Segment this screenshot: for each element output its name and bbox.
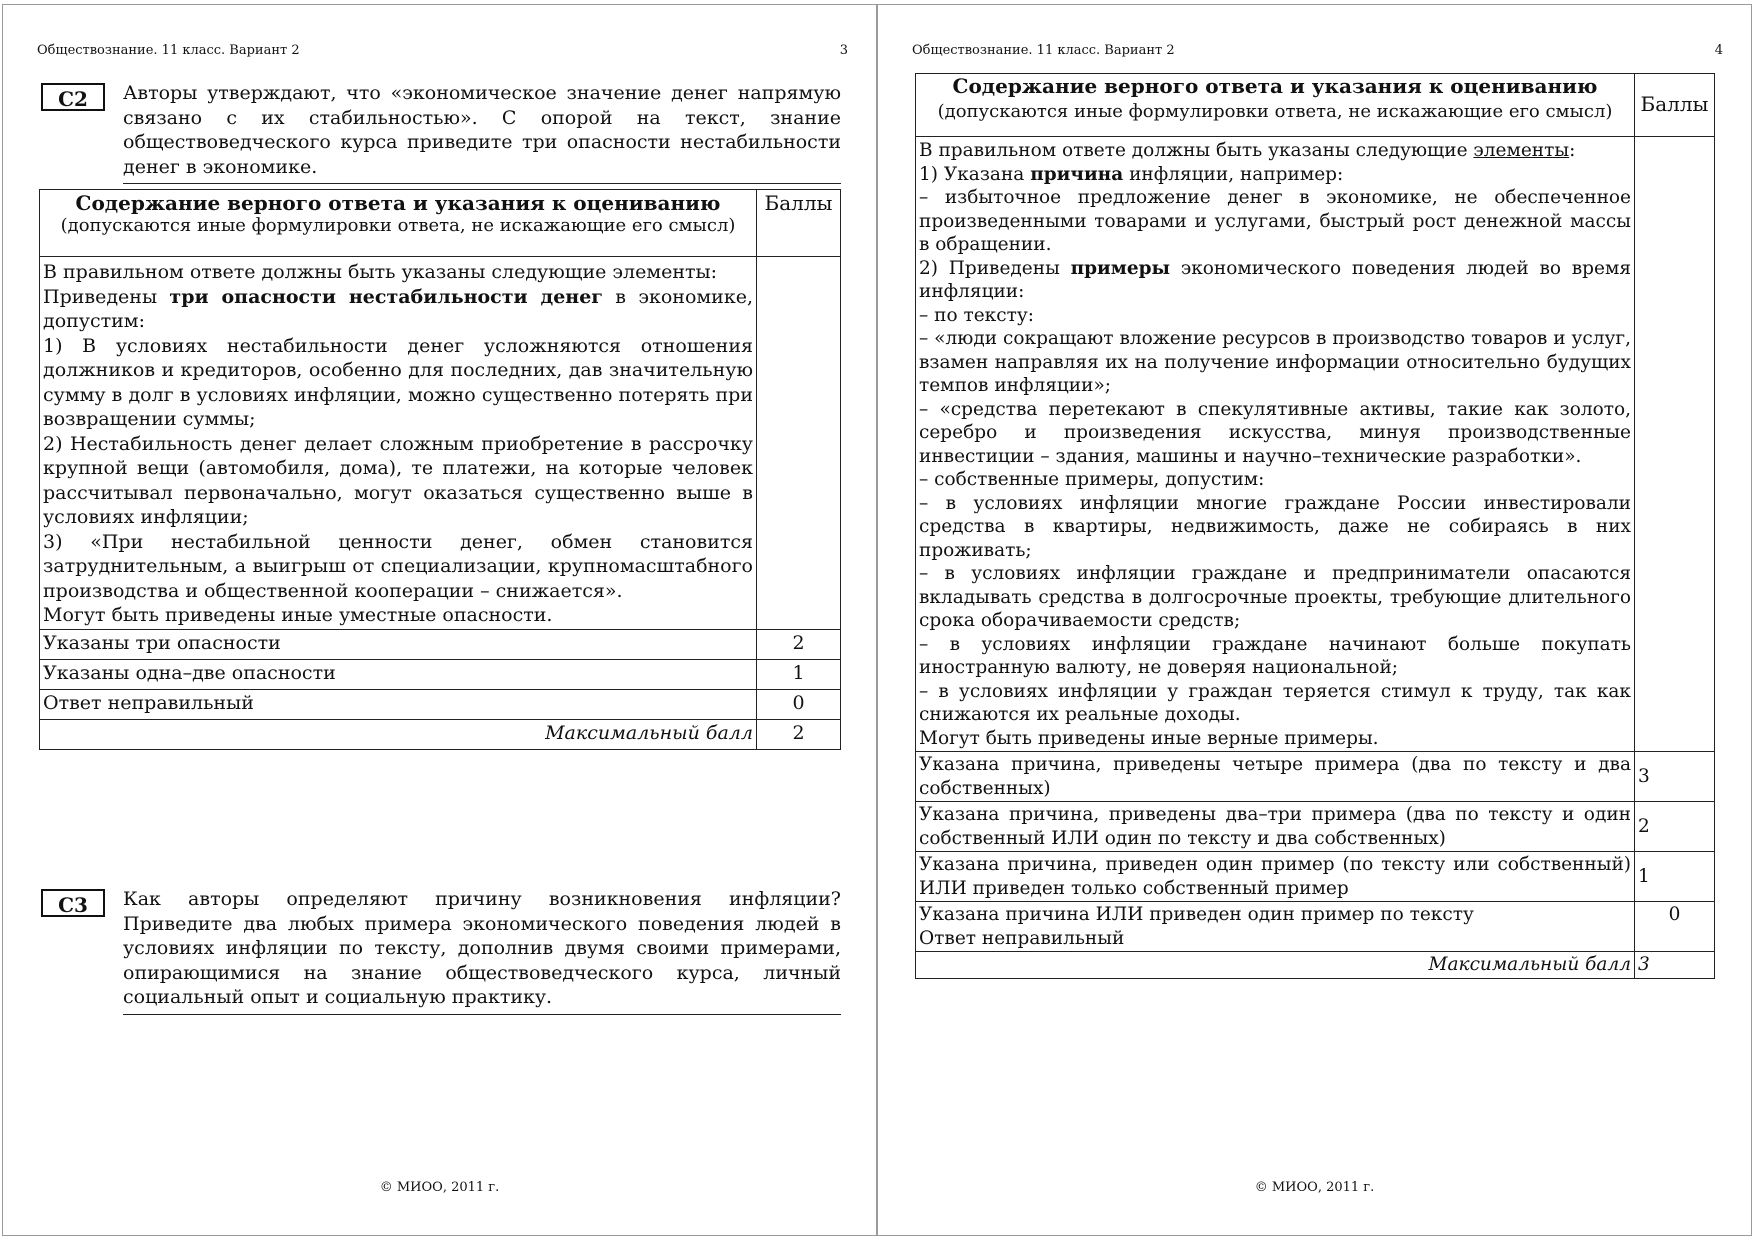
table-header-row [916,74,1715,137]
table-row [916,752,1715,802]
page-footer: © МИОО, 2011 г. [379,1180,500,1195]
bold-text: три опасности нестабильности денег [169,285,603,308]
table-row [916,852,1715,902]
criteria-text: Указана причина, приведен один пример (по тексту или собственный) ИЛИ приведен только собственный пример [919,854,1631,899]
text-span: 2) Приведены [919,257,1071,279]
criteria-text: Указана причина, приведены четыре примера (два по тексту и два собственных) [919,754,1631,799]
max-score-label: Максимальный балл [40,719,757,749]
paragraph: – в условиях инфляции многие граждане России инвестировали средства в квартиры, недвижимость, даже не собираясь в них проживать; [919,492,1631,561]
table-row [916,137,1715,752]
criteria-text: Указана причина, приведены два–три примера (два по тексту и один собственный ИЛИ один по тексту и два собственных) [919,804,1631,849]
max-score-row [916,952,1715,979]
criteria-line: Ответ неправильный [919,927,1125,949]
header-content-cell [916,74,1635,137]
empty-score-cell [757,257,841,630]
page-number: 4 [1714,43,1723,58]
answer-table-c2 [39,189,841,750]
header-subtitle-text: (допускаются иные формулировки ответа, не искажающие его смысл) [937,100,1613,122]
table-row [916,902,1715,952]
text-span: инфляции, например: [1123,163,1344,185]
text-span: : [1569,140,1576,161]
score-cell: 3 [1635,752,1715,802]
header-content-cell [40,190,757,257]
underlined-text: элементы [1473,140,1570,161]
task-c3 [41,887,841,1015]
criteria-cell [916,852,1635,902]
criteria-cell [916,752,1635,802]
criteria-cell: Указаны одна–две опасности [40,659,757,689]
score-cell: 1 [757,659,841,689]
paragraph: – в условиях инфляции граждане и предприниматели опасаются вкладывать средства в долгосрочные проекты, требующие длительного срока оборачиваемости средств; [919,563,1631,631]
text-span: экономического поведения людей во время инфляции: [919,257,1632,302]
criteria-cell [916,902,1635,952]
paragraph [43,285,753,334]
paragraph: – в условиях инфляции граждане начинают больше покупать иностранную валюту, не доверяя национальной; [919,633,1631,678]
page-header [37,43,848,58]
score-cell: 0 [757,689,841,719]
paragraph: – по тексту: [919,304,1034,326]
page-left [2,4,877,1236]
paragraph [919,163,1631,187]
task-question: Как авторы определяют причину возникновения инфляции? Приведите два любых примера экономического поведения людей в условиях инфляции по тексту, дополнив двумя своими примерами, опирающимися на знание обществоведческого курса, личный социальный опыт и социальную практику. [123,887,841,1015]
table-row [40,659,841,689]
score-cell: 0 [1635,902,1715,952]
bold-text: причина [1030,163,1124,185]
task-code: С3 [41,889,105,917]
paragraph [919,257,1631,304]
criteria-cell [916,802,1635,852]
score-cell: 2 [1635,802,1715,852]
answer-table-c3 [915,73,1715,979]
table-row [916,802,1715,852]
header-title-text: Содержание верного ответа и указания к оцениванию [75,191,721,215]
text-span: В правильном ответе должны быть указаны следующие [919,140,1474,161]
criteria-cell: Указаны три опасности [40,629,757,659]
header-subtitle-text: (допускаются иные формулировки ответа, не искажающие его смысл) [60,214,736,236]
table-row [40,257,841,630]
page-number: 3 [839,43,848,58]
header-title: Обществознание. 11 класс. Вариант 2 [912,43,1175,58]
paragraph: В правильном ответе должны быть указаны следующие элементы: [43,261,718,283]
text-span: Приведены [43,285,170,308]
max-score-row [40,719,841,749]
task-c2 [41,81,841,184]
paragraph: – в условиях инфляции у граждан теряется стимул к труду, так как снижаются их реальные доходы. [919,680,1631,725]
header-title: Обществознание. 11 класс. Вариант 2 [37,43,300,58]
paragraph: 2) Нестабильность денег делает сложным приобретение в рассрочку крупной вещи (автомобиля, дома), те платежи, на которые человек рассчитывал первоначально, могут оказаться существенно выше в условиях инфляции; [43,432,753,528]
header-score-cell: Баллы [757,190,841,257]
criteria-text-cell [40,257,757,630]
task-code: С2 [41,83,105,111]
page-header [912,43,1723,58]
score-cell: 2 [757,629,841,659]
table-row [40,689,841,719]
paragraph: – собственные примеры, допустим: [919,469,1265,490]
paragraph: – «люди сокращают вложение ресурсов в производство товаров и услуг, взамен направляя их на получение информации относительно будущих темпов инфляции»; [919,328,1631,396]
max-score-value: 2 [757,719,841,749]
max-score-value: 3 [1635,952,1715,979]
table-header-row [40,190,841,257]
header-title-text: Содержание верного ответа и указания к оцениванию [952,74,1598,98]
paragraph: – «средства перетекают в спекулятивные активы, такие как золото, серебро и произведения искусства, минуя производственные инвестиции – здания, машины и научно–технические разработки». [919,398,1631,467]
text-span: 1) Указана [919,163,1031,185]
table-row [40,629,841,659]
paragraph: 3) «При нестабильной ценности денег, обмен становится затруднительным, а выигрыш от специализации, крупномасштабного производства и общественной кооперации – снижается». [43,530,753,602]
bold-text: примеры [1070,257,1171,279]
empty-score-cell [1635,137,1715,752]
page-right [877,4,1752,1236]
criteria-line: Указана причина ИЛИ приведен один пример по тексту [919,904,1474,925]
score-cell: 1 [1635,852,1715,902]
header-score-cell: Баллы [1635,74,1715,137]
paragraph: 1) В условиях нестабильности денег усложняются отношения должников и кредиторов, особенно для последних, дав значительную сумму в долг в условиях инфляции, можно существенно потерять при возвращении суммы; [43,334,753,430]
text-span: в экономике, допустим: [43,285,753,332]
page-footer: © МИОО, 2011 г. [1254,1180,1375,1195]
paragraph: Могут быть приведены иные уместные опасности. [43,604,553,626]
criteria-cell: Ответ неправильный [40,689,757,719]
paragraph: – избыточное предложение денег в экономике, не обеспеченное произведенными товарами и услугами, быстрый рост денежной массы в обращении. [919,187,1631,255]
task-question: Авторы утверждают, что «экономическое значение денег напрямую связано с их стабильностью». С опорой на текст, знание обществоведческого курса приведите три опасности нестабильности денег в экономике. [123,81,841,184]
max-score-label: Максимальный балл [916,952,1635,979]
criteria-text-cell [916,137,1635,752]
paragraph [919,139,1631,163]
paragraph: Могут быть приведены иные верные примеры. [919,727,1379,749]
